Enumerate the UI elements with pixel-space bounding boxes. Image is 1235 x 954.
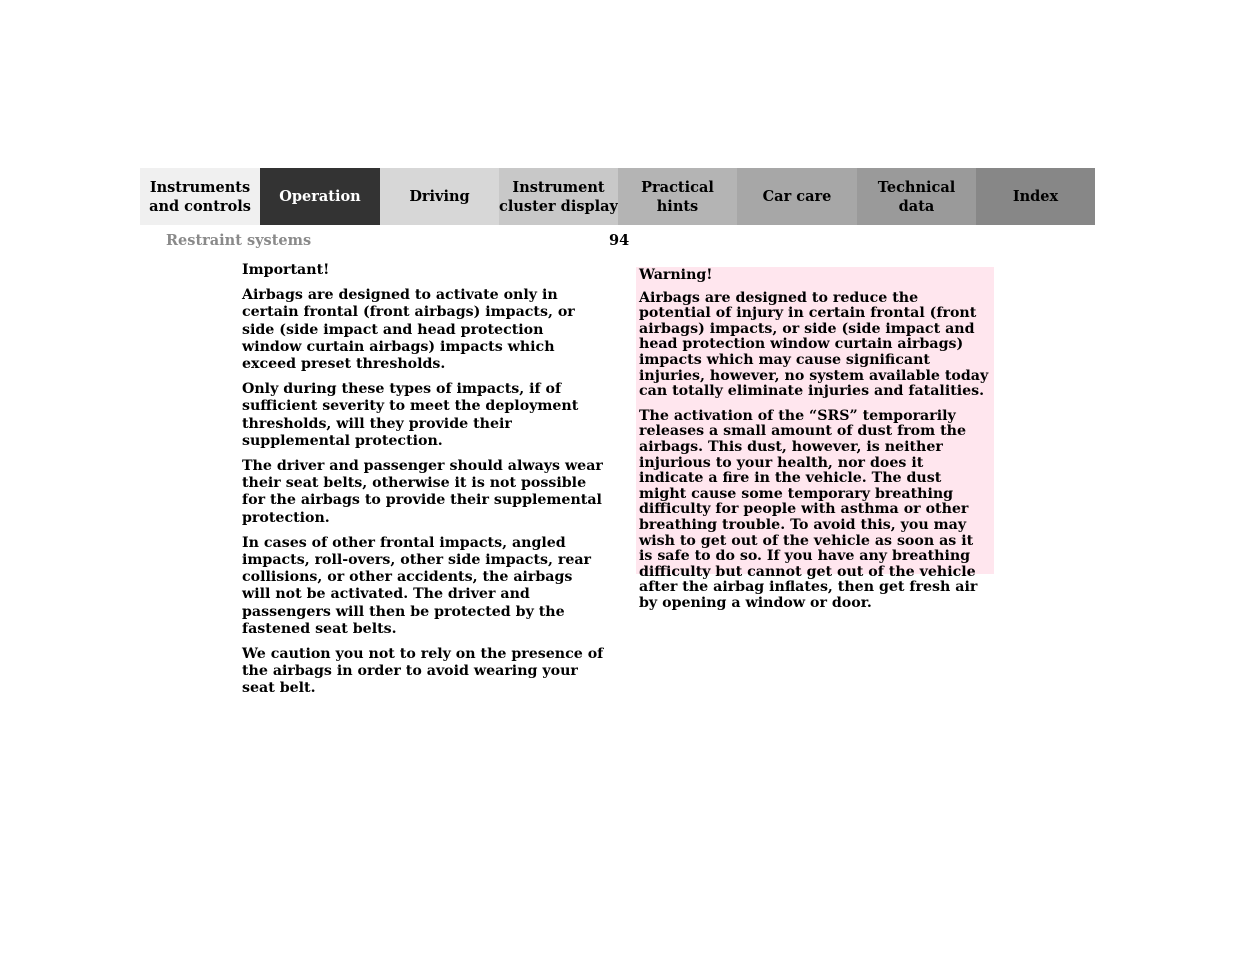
warning-heading: Warning! — [639, 267, 713, 283]
section-title: Restraint systems — [166, 232, 312, 249]
tab-operation[interactable]: Operation — [260, 168, 380, 225]
tab-practical-hints[interactable]: Practical hints — [618, 168, 737, 225]
important-paragraph: The driver and passenger should always wear their seat belts, otherwise it is not possible for the airbags to provide their supplemental protection. — [242, 458, 603, 526]
important-heading: Important! — [242, 262, 330, 278]
tab-instrument-cluster-display[interactable]: Instrument cluster display — [499, 168, 618, 225]
warning-box — [636, 267, 994, 611]
tab-driving[interactable]: Driving — [380, 168, 499, 225]
tab-car-care[interactable]: Car care — [737, 168, 857, 225]
important-notes — [242, 262, 604, 706]
page-number: 94 — [609, 232, 630, 249]
important-paragraph: In cases of other frontal impacts, angled impacts, roll-overs, other side impacts, rear collisions, or other accidents, the airbags will not be activated. The driver and passengers will then be protected by the fastened seat belts. — [242, 534, 592, 637]
important-paragraph: Only during these types of impacts, if of sufficient severity to meet the deployment thresholds, will they provide their supplemental protection. — [242, 381, 579, 449]
tab-instruments-and-controls[interactable]: Instruments and controls — [140, 168, 260, 225]
warning-paragraph: Airbags are designed to reduce the potential of injury in certain frontal (front airbags) impacts, or side (side impact and head protection window curtain airbags) impacts which may cause significant injuries, however, no system available today can totally eliminate injuries and fatalities. — [639, 289, 989, 400]
chapter-tabs — [140, 168, 1095, 225]
important-paragraph: We caution you not to rely on the presence of the airbags in order to avoid wearing your seat belt. — [242, 646, 604, 697]
tab-technical-data[interactable]: Technical data — [857, 168, 976, 225]
warning-paragraph: The activation of the “SRS” temporarily releases a small amount of dust from the airbags. This dust, however, is neither injurious to your health, nor does it indicate a fire in the vehicle. The dust might cause some temporary breathing difficulty for people with asthma or other breathing trouble. To avoid this, you may wish to get out of the vehicle as soon as it is safe to do so. If you have any breathing difficulty but cannot get out of the vehicle after the airbag inflates, then get fresh air by opening a window or door. — [639, 407, 978, 611]
important-paragraph: Airbags are designed to activate only in certain frontal (front airbags) impacts, or side (side impact and head protection window curtain airbags) impacts which exceed preset thresholds. — [242, 287, 575, 373]
tab-index[interactable]: Index — [976, 168, 1095, 225]
